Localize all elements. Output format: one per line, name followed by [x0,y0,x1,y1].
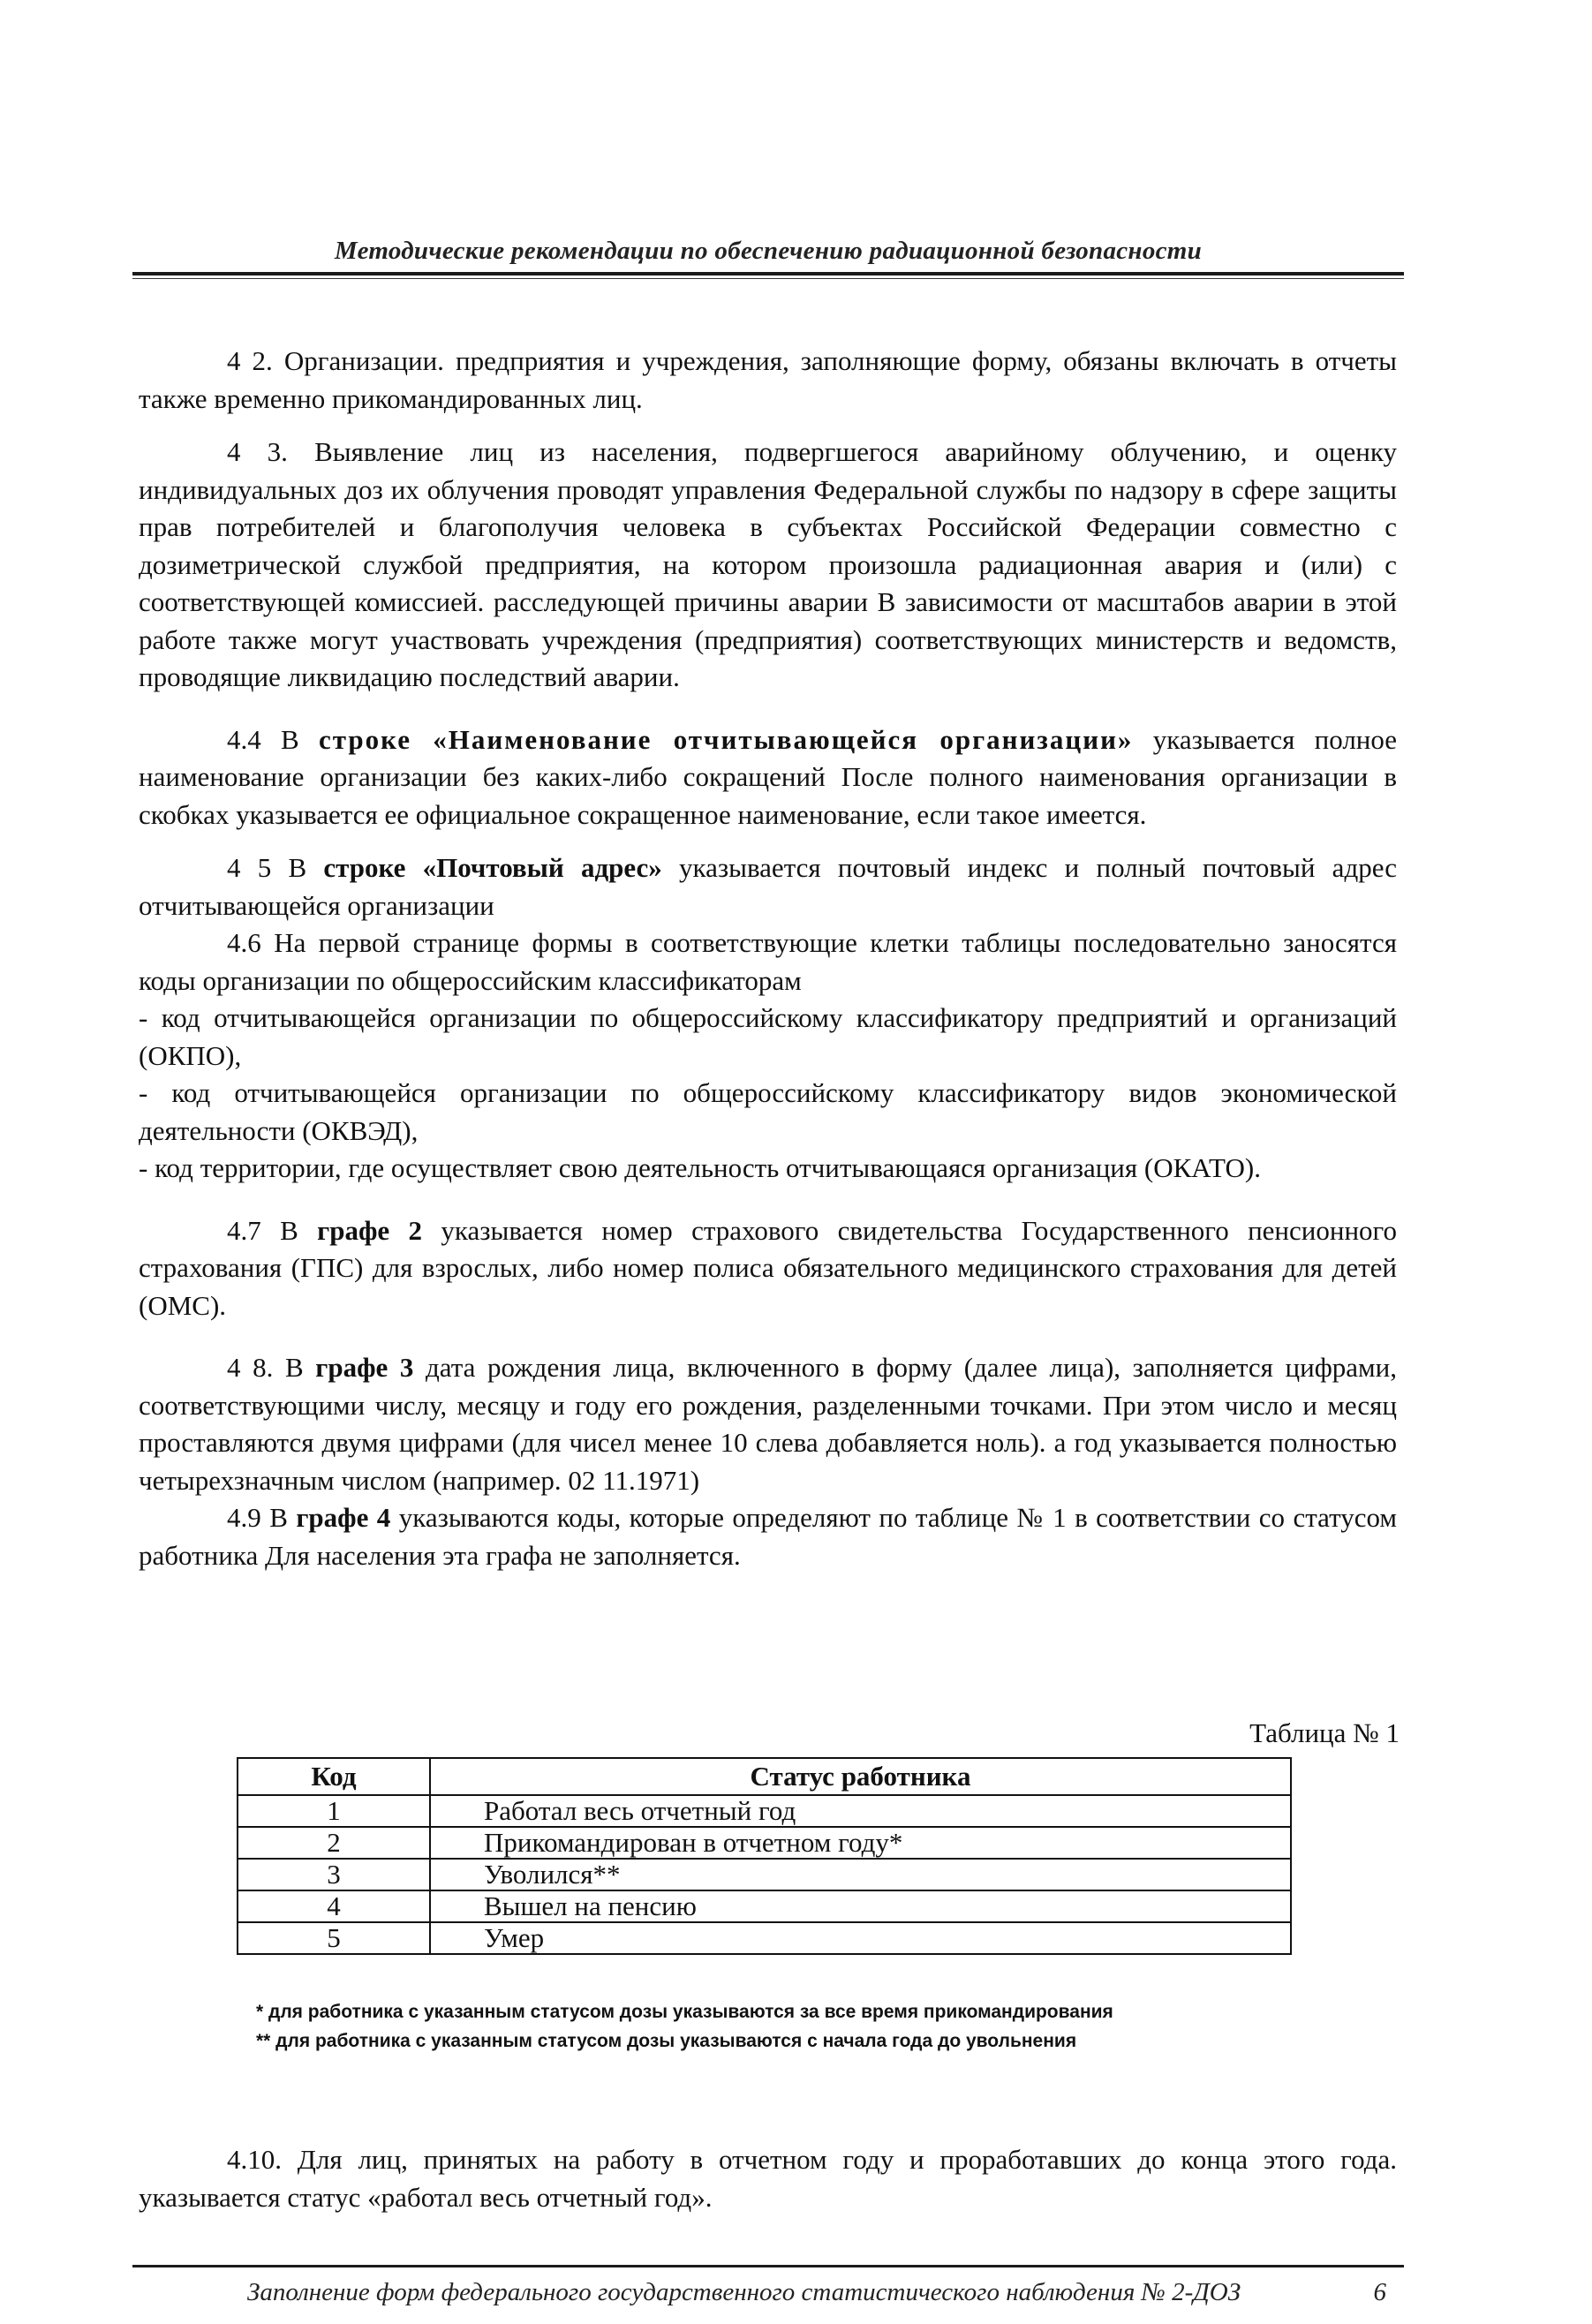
column-header-code: Код [238,1758,430,1795]
footer-text: Заполнение форм федерального государственного статистического наблюдения № 2-ДОЗ [247,2278,1241,2306]
cell-code: 2 [238,1827,430,1859]
paragraph-4-7: 4.7 В графе 2 указывается номер страхового свидетельства Государственного пенсионного страхования (ГПС) для взрослых, либо номер полиса обязательного медицинского страхования для детей (ОМС). [139,1214,1397,1321]
cell-code: 1 [238,1795,430,1827]
cell-status: Вышел на пенсию [430,1890,1291,1922]
paragraph-4-6: 4.6 На первой странице формы в соответствующие клетки таблицы последовательно заносятся коды организации по общероссийским классификаторам [139,927,1397,996]
column-header-status: Статус работника [430,1758,1291,1795]
table-header-row [238,1758,1291,1795]
cell-code: 4 [238,1890,430,1922]
running-header: Методические рекомендации по обеспечению радиационной безопасности [334,237,1203,265]
paragraph-4-3: 4 3. Выявление лиц из населения, подвергшегося аварийному облучению, и оценку индивидуальных доз их облучения проводят управления Федеральной службы по надзору в сфере защиты прав потребителей и благополучия человека в субъектах Российской Федерации совместно с дозиметрической службой предприятия, на котором произошла радиационная авария и (или) с соответствующей комиссией. расследующей причины аварии В зависимости от масштабов аварии в этой работе также могут участвовать учреждения (предприятия) соответствующих министерств и ведомств, проводящие ликвидацию последствий аварии. [139,436,1397,692]
cell-status: Уволился** [430,1859,1291,1890]
table-row [238,1827,1291,1859]
footnote: * для работника с указанным статусом дозы указываются за все время прикомандирования [256,2002,1113,2022]
header-rule-thick [132,272,1404,275]
table-row [238,1890,1291,1922]
status-table [237,1757,1292,1955]
header-rule-thin [132,278,1404,279]
paragraph-4-4: 4.4 В строке «Наименование отчитывающейся организации» указывается полное наименование организации без каких-либо сокращений После полного наименования организации в скобках указывается ее официальное сокращенное наименование, если такое имеется. [139,723,1398,830]
footer-rule [132,2265,1404,2267]
table-caption: Таблица № 1 [1249,1717,1400,1748]
cell-status: Умер [430,1922,1291,1954]
table-row [238,1922,1291,1954]
paragraph-4-2: 4 2. Организации. предприятия и учреждения, заполняющие форму, обязаны включать в отчеты также временно прикомандированных лиц. [139,345,1397,414]
page-number: 6 [1373,2278,1386,2306]
paragraph-4-10: 4.10. Для лиц, принятых на работу в отчетном году и проработавших до конца этого года. указывается статус «работал весь отчетный год». [139,2144,1397,2213]
paragraph-4-8: 4 8. В графе 3 дата рождения лица, включенного в форму (далее лица), заполняется цифрами, соответствующими числу, месяцу и году его рождения, разделенными точками. При этом число и месяц проставляются двумя цифрами (для чисел менее 10 слева добавляется ноль). а год указывается полностью четырехзначным числом (например. 02 11.1971) [139,1352,1398,1496]
list-item: - код отчитывающейся организации по общероссийскому классификатору видов экономической деятельности (ОКВЭД), [139,1077,1397,1146]
cell-code: 3 [238,1859,430,1890]
body-text [139,343,1397,1574]
cell-status: Прикомандирован в отчетном году* [430,1827,1291,1859]
table-row [238,1795,1291,1827]
list-item: - код отчитывающейся организации по общероссийскому классификатору предприятий и организаций (ОКПО), [139,1002,1397,1071]
table-row [238,1859,1291,1890]
paragraph-4-5: 4 5 В строке «Почтовый адрес» указывается почтовый индекс и полный почтовый адрес отчитывающейся организации [139,852,1398,921]
table-footnotes [256,1997,1333,2056]
cell-status: Работал весь отчетный год [430,1795,1291,1827]
list-item: - код территории, где осуществляет свою деятельность отчитывающаяся организация (ОКАТО). [139,1152,1261,1183]
footnote: ** для работника с указанным статусом дозы указываются с начала года до увольнения [256,2031,1077,2051]
paragraph-4-9: 4.9 В графе 4 указываются коды, которые определяют по таблице № 1 в соответствии со статусом работника Для населения эта графа не заполняется. [139,1502,1398,1571]
cell-code: 5 [238,1922,430,1954]
